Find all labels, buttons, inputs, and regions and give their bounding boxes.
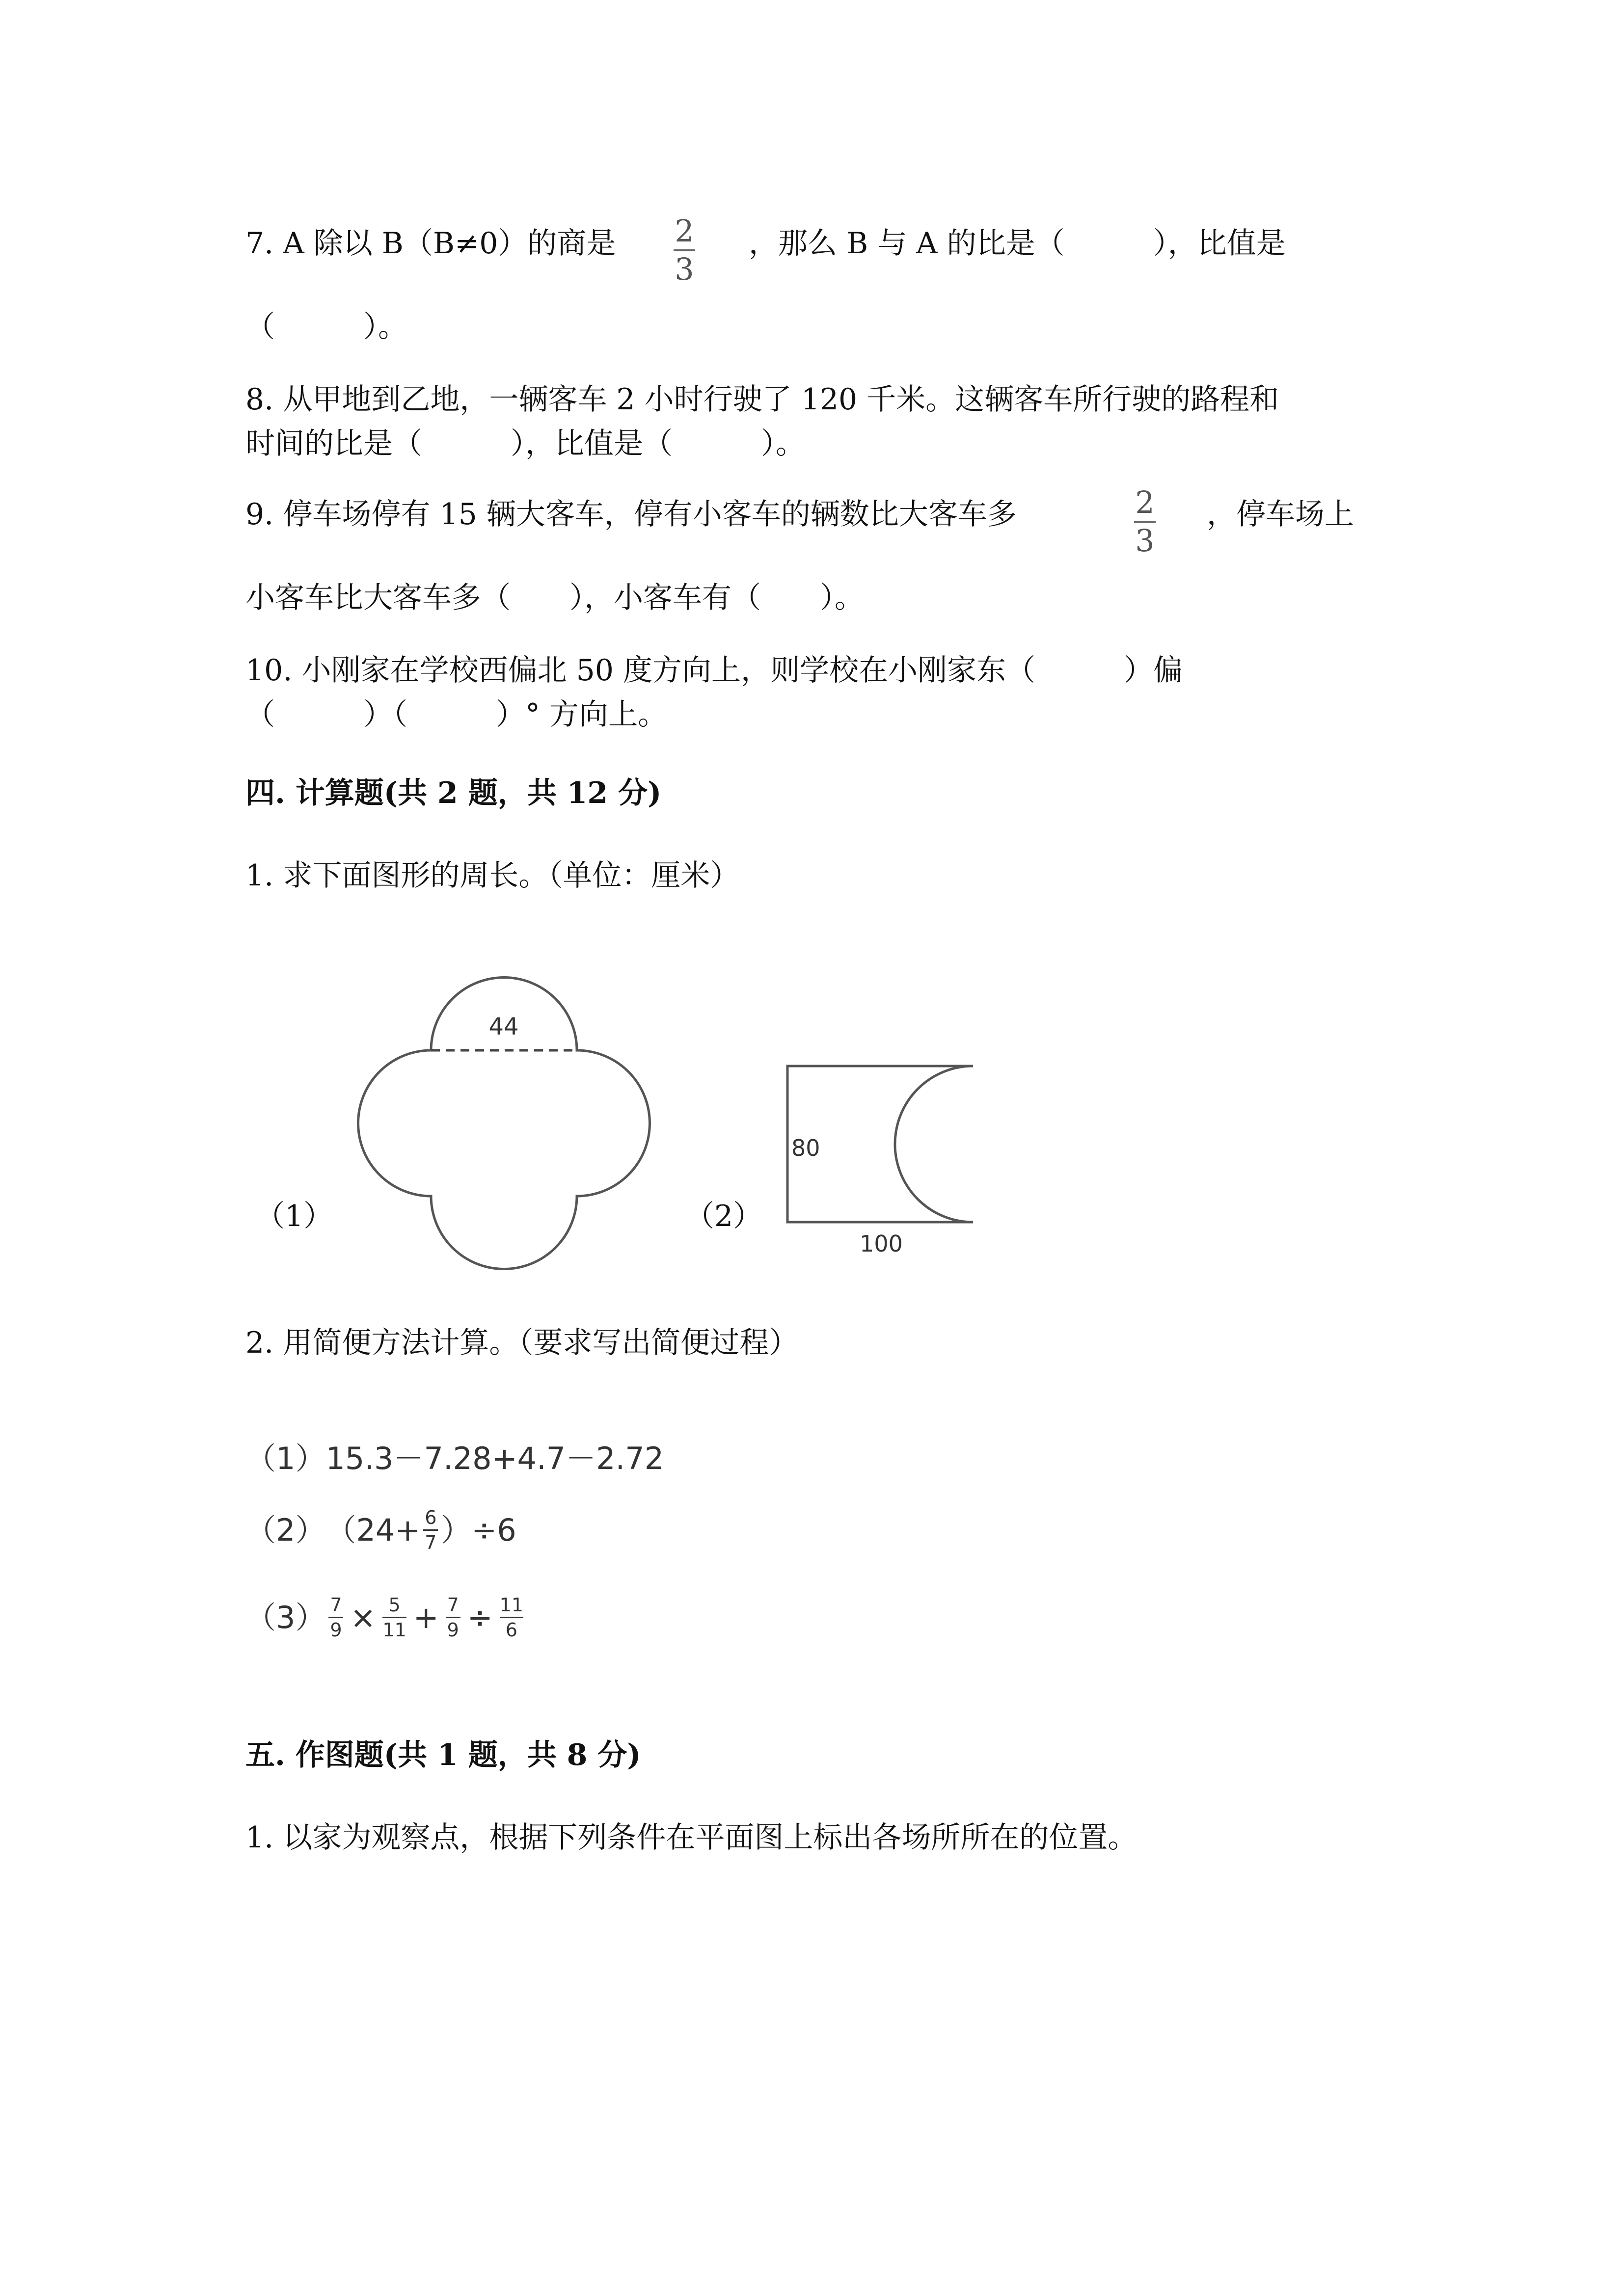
expression-3-label: （3） xyxy=(245,1599,326,1635)
expression-3-c-denominator: 9 xyxy=(447,1619,459,1641)
section5-title: 五. 作图题(共 1 题，共 8 分) xyxy=(245,1738,641,1772)
expression-3-a-bar xyxy=(328,1617,343,1618)
q7-line2: （ ）。 xyxy=(245,310,407,344)
expression-2 xyxy=(245,1508,516,1552)
section4-q2: 2. 用简便方法计算。（要求写出简便过程） xyxy=(245,1326,799,1360)
expression-3-d-denominator: 6 xyxy=(505,1619,517,1641)
expression-3-fraction-b xyxy=(382,1595,406,1640)
figure2-height-label: 80 xyxy=(791,1135,820,1161)
q7-line1-part1: 7. A 除以 B（B≠0）的商是 xyxy=(245,226,616,261)
expression-3-c-bar xyxy=(446,1617,460,1618)
figure1-shape xyxy=(353,972,658,1276)
expression-2-denominator: 7 xyxy=(425,1532,437,1553)
expression-3 xyxy=(245,1595,526,1640)
q9-fraction xyxy=(1134,484,1156,559)
section4-title: 四. 计算题(共 2 题，共 12 分) xyxy=(245,776,662,810)
section4-q1: 1. 求下面图形的周长。（单位：厘米） xyxy=(245,858,740,893)
q7-line1-part2: ，那么 B 与 A 的比是（ ），比值是 xyxy=(749,226,1286,261)
q10-line1: 10. 小刚家在学校西偏北 50 度方向上，则学校在小刚家东（ ）偏 xyxy=(245,653,1183,688)
figure2-shape xyxy=(781,1055,992,1276)
expression-1-label: （1） xyxy=(245,1441,326,1476)
expression-3-b-denominator: 11 xyxy=(382,1619,406,1641)
expression-3-b-bar xyxy=(382,1617,406,1618)
q9-line1-part2: ，停车场上 xyxy=(1207,497,1354,532)
figure2-width-label: 100 xyxy=(860,1230,903,1257)
q8-line2: 时间的比是（ ），比值是（ ）。 xyxy=(245,427,805,461)
expression-2-open: （24+ xyxy=(325,1512,421,1548)
expression-3-c-numerator: 7 xyxy=(447,1594,459,1616)
expression-2-close: ）÷6 xyxy=(441,1512,516,1548)
figure1-label: （1） xyxy=(255,1199,333,1233)
section5-q1: 1. 以家为观察点，根据下列条件在平面图上标出各场所所在的位置。 xyxy=(245,1820,1137,1855)
expression-3-fraction-d xyxy=(500,1595,523,1640)
expression-3-fraction-a xyxy=(328,1595,343,1640)
expression-3-d-numerator: 11 xyxy=(499,1594,524,1616)
q9-frac-numerator: 2 xyxy=(1135,484,1155,520)
expression-3-a-denominator: 9 xyxy=(330,1619,342,1641)
expression-3-operator-1: × xyxy=(350,1599,376,1635)
q9-frac-denominator: 3 xyxy=(1135,523,1155,559)
expression-2-numerator: 6 xyxy=(425,1507,437,1528)
q9-line1-part1: 9. 停车场停有 15 辆大客车，停有小客车的辆数比大客车多 xyxy=(245,497,1017,532)
expression-3-operator-3: ÷ xyxy=(467,1599,493,1635)
expression-2-label: （2） xyxy=(245,1512,326,1548)
figure1-diameter-label: 44 xyxy=(488,1013,519,1041)
q7-frac-numerator: 2 xyxy=(675,213,694,249)
figure2-label: （2） xyxy=(685,1199,763,1233)
expression-3-b-numerator: 5 xyxy=(388,1594,401,1616)
expression-2-fraction xyxy=(423,1508,438,1552)
expression-3-fraction-c xyxy=(446,1595,460,1640)
expression-1 xyxy=(245,1439,664,1478)
q10-line2: （ ）（ ）° 方向上。 xyxy=(245,697,668,732)
q7-frac-denominator: 3 xyxy=(675,251,694,287)
q8-line1: 8. 从甲地到乙地，一辆客车 2 小时行驶了 120 千米。这辆客车所行驶的路程和 xyxy=(245,382,1279,417)
q9-line2: 小客车比大客车多（ ），小客车有（ ）。 xyxy=(245,581,864,615)
q7-fraction xyxy=(674,213,695,287)
expression-3-operator-2: + xyxy=(413,1599,439,1635)
expression-3-d-bar xyxy=(500,1617,523,1618)
expression-3-a-numerator: 7 xyxy=(330,1594,342,1616)
expression-2-bar xyxy=(423,1529,438,1531)
expression-1-text: 15.3－7.28+4.7－2.72 xyxy=(325,1441,664,1476)
